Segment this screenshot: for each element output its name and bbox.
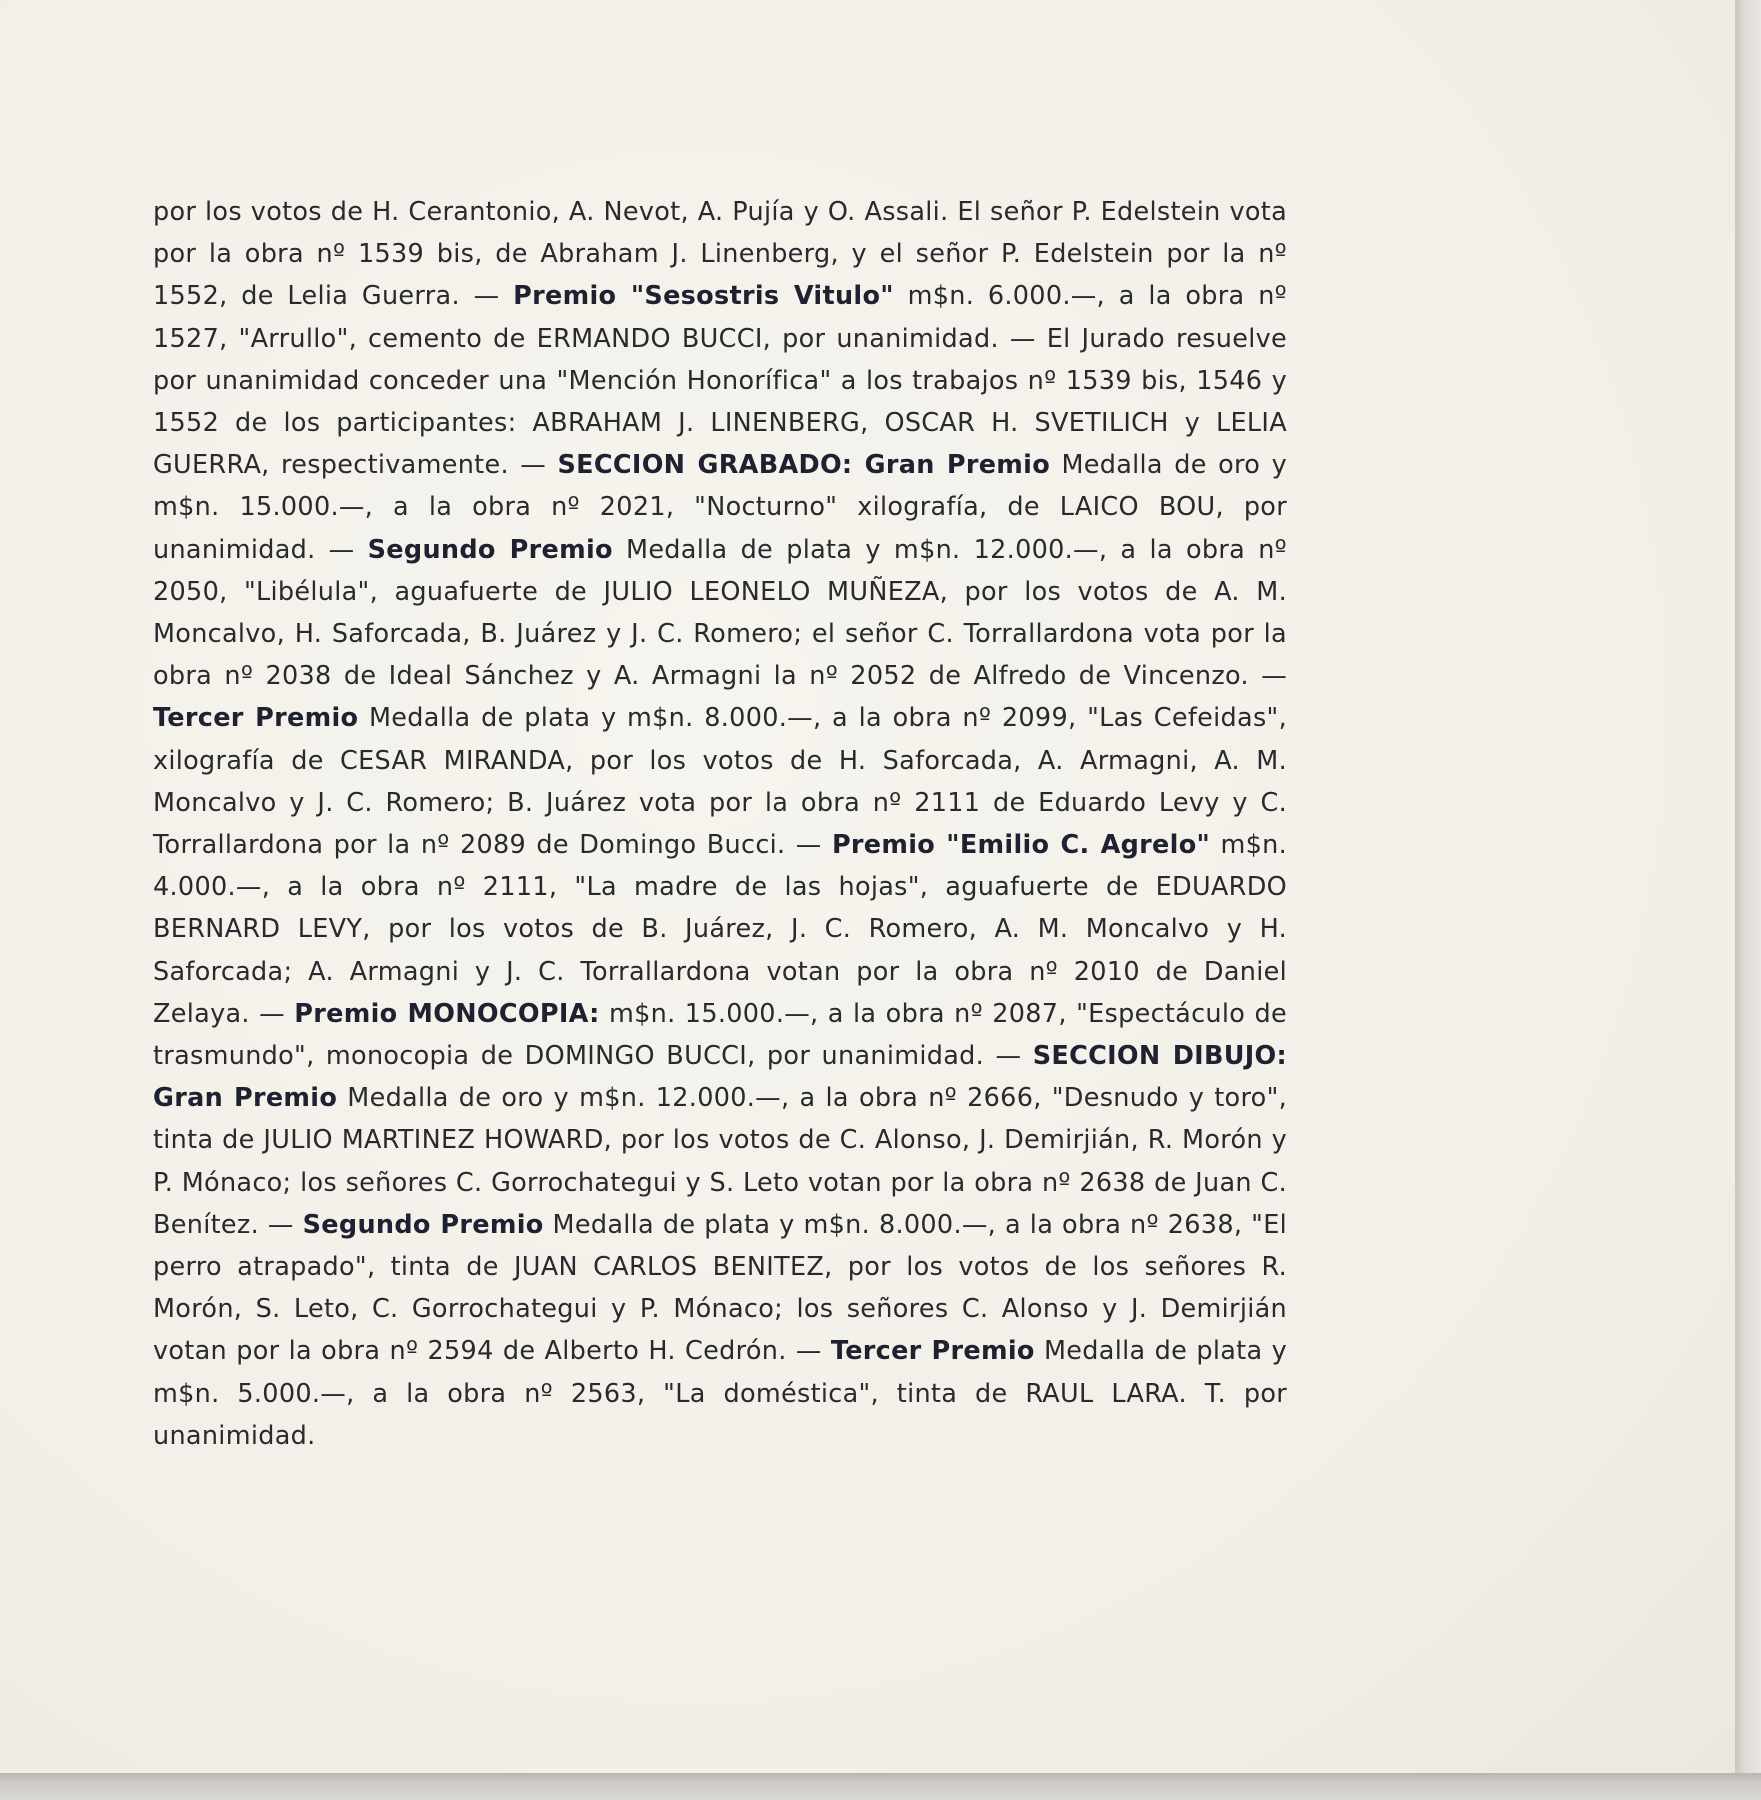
text-run: Medalla de plata y m$n. 12.000.—, a la obra nº 2050, "Libélula", aguafuerte de JULIO LEONELO MUÑEZA, por los votos de A. M. Moncalvo, H. Saforcada, B. Juárez y J. C. Romero; el señor C. Torrallardona vota por la obra nº 2038 de Ideal Sánchez y A. Armagni la nº 2052 de Alfredo de Vincenzo. — [153, 534, 1287, 692]
text-run: Medalla de plata y m$n. 5.000.—, a la obra nº 2563, "La doméstica", tinta de RAUL LARA. T. por unanimidad. [153, 1336, 1287, 1451]
bold-run: SECCION DIBUJO: Gran Premio [153, 1041, 1287, 1114]
bold-run: Premio "Sesostris Vitulo" [513, 281, 894, 312]
text-run: m$n. 4.000.—, a la obra nº 2111, "La madre de las hojas", aguafuerte de EDUARDO BERNARD LEVY, por los votos de B. Juárez, J. C. Romero, A. M. Moncalvo y H. Saforcada; A. Armagni y J. C. Torrallardona votan por la obra nº 2010 de Daniel Zelaya. — [153, 830, 1287, 1029]
bold-run: Tercer Premio [830, 1336, 1035, 1367]
bold-run: Tercer Premio [153, 703, 359, 734]
text-run: Medalla de oro y m$n. 12.000.—, a la obra nº 2666, "Desnudo y toro", tinta de JULIO MARTINEZ HOWARD, por los votos de C. Alonso, J. Demirjián, R. Morón y P. Mónaco; los señores C. Gorrochategui y S. Leto votan por la obra nº 2638 de Juan C. Benítez. — [153, 1083, 1287, 1240]
page-edge-right [1735, 0, 1761, 1800]
bold-run: SECCION GRABADO: Gran Premio [557, 450, 1051, 481]
bold-run: Segundo Premio [367, 534, 613, 565]
text-run: m$n. 15.000.—, a la obra nº 2087, "Espectáculo de trasmundo", monocopia de DOMINGO BUCCI, por unanimidad. — [153, 998, 1287, 1072]
text-run: Medalla de plata y m$n. 8.000.—, a la obra nº 2099, "Las Cefeidas", xilografía de CESAR MIRANDA, por los votos de H. Saforcada, A. Armagni, A. M. Moncalvo y J. C. Romero; B. Juárez vota por la obra nº 2111 de Eduardo Levy y C. Torrallardona por la nº 2089 de Domingo Bucci. — [153, 703, 1287, 861]
text-run: Medalla de plata y m$n. 8.000.—, a la obra nº 2638, "El perro atrapado", tinta de JUAN CARLOS BENITEZ, por los votos de los señores R. Morón, S. Leto, C. Gorrochategui y P. Mónaco; los señores C. Alonso y J. Demirjián votan por la obra nº 2594 de Alberto H. Cedrón. — [153, 1209, 1287, 1367]
bold-run: Segundo Premio [302, 1209, 544, 1240]
bold-run: Premio MONOCOPIA: [294, 998, 600, 1029]
bold-run: Premio "Emilio C. Agrelo" [831, 830, 1211, 861]
text-run: por los votos de H. Cerantonio, A. Nevot, A. Pujía y O. Assali. El señor P. Edelstein vota por la obra nº 1539 bis, de Abraham J. Linenberg, y el señor P. Edelstein por la nº 1552, de Lelia Guerra. — [153, 197, 1287, 312]
text-run: Medalla de oro y m$n. 15.000.—, a la obra nº 2021, "Nocturno" xilografía, de LAICO BOU, por unanimidad. — [153, 450, 1287, 565]
page-edge-bottom [0, 1773, 1761, 1800]
body-paragraph [153, 191, 1287, 1457]
text-run: m$n. 6.000.—, a la obra nº 1527, "Arrullo", cemento de ERMANDO BUCCI, por unanimidad. — El Jurado resuelve por unanimidad conceder una "Mención Honorífica" a los trabajos nº 1539 bis, 1546 y 1552 de los participantes: ABRAHAM J. LINENBERG, OSCAR H. SVETILICH y LELIA GUERRA, respectivamente. — [153, 281, 1287, 481]
